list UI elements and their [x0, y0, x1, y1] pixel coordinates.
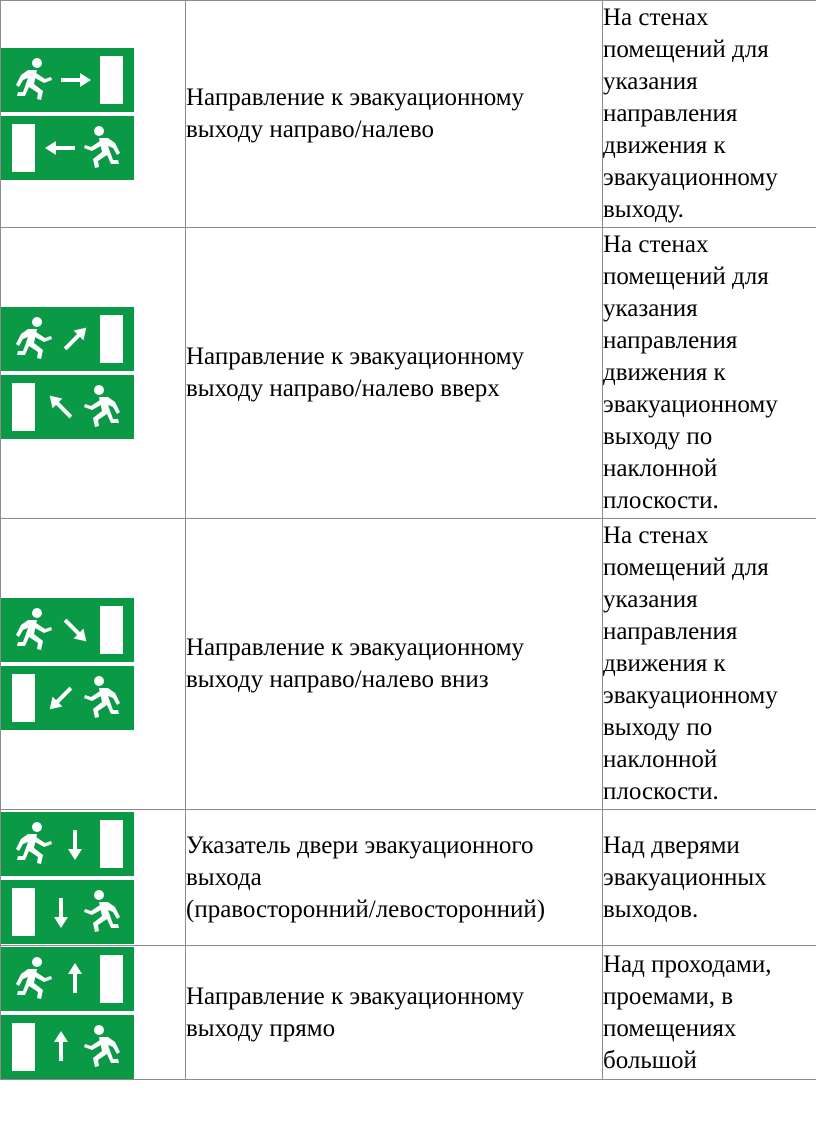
exit-door-right-down-arrow-icon: [1, 812, 134, 876]
sign-placement: На стенах помещений для указания направления движения к эвакуационному выходу.: [603, 1, 816, 228]
sign-cell: [1, 810, 186, 946]
table-row: [1, 519, 816, 810]
sign-placement: Над дверями эвакуационных выходов.: [603, 810, 816, 946]
sign-cell: [1, 228, 186, 519]
sign-description: Направление к эвакуационному выходу прямо: [186, 946, 603, 1080]
table-row: [1, 1, 816, 228]
table-row: [1, 228, 816, 519]
sign-description: Указатель двери эвакуационного выхода (правосторонний/левосторонний): [186, 810, 603, 946]
exit-straight-left-icon: [1, 1015, 134, 1079]
sign-placement: На стенах помещений для указания направления движения к эвакуационному выходу по наклонной плоскости.: [603, 228, 816, 519]
sign-cell: [1, 946, 186, 1080]
sign-cell: [1, 519, 186, 810]
exit-up-left-arrow-icon: [1, 375, 134, 439]
exit-straight-right-icon: [1, 947, 134, 1011]
exit-down-left-arrow-icon: [1, 666, 134, 730]
exit-right-arrow-icon: [1, 48, 134, 112]
sign-placement: Над проходами, проемами, в помещениях большой: [603, 946, 816, 1080]
exit-door-left-down-arrow-icon: [1, 880, 134, 944]
sign-description: Направление к эвакуационному выходу направо/налево: [186, 1, 603, 228]
table-row: [1, 946, 816, 1080]
sign-description: Направление к эвакуационному выходу направо/налево вниз: [186, 519, 603, 810]
exit-left-arrow-icon: [1, 116, 134, 180]
sign-placement: На стенах помещений для указания направления движения к эвакуационному выходу по наклонной плоскости.: [603, 519, 816, 810]
exit-down-right-arrow-icon: [1, 598, 134, 662]
sign-description: Направление к эвакуационному выходу направо/налево вверх: [186, 228, 603, 519]
table-row: [1, 810, 816, 946]
exit-up-right-arrow-icon: [1, 307, 134, 371]
sign-cell: [1, 1, 186, 228]
